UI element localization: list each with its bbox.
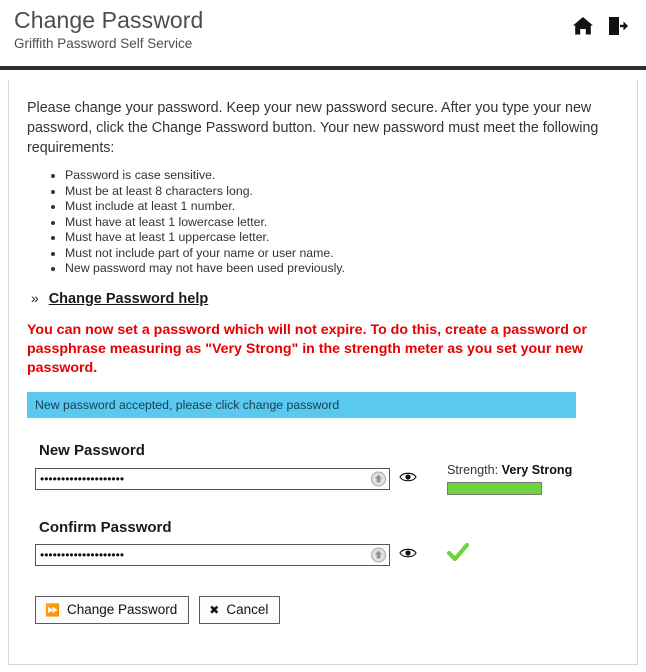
password-requirements-list	[43, 168, 621, 276]
page-title: Change Password	[14, 7, 204, 33]
expiry-warning-text: You can now set a password which will not expire. To do this, create a password or passphrase measuring as "Very Strong" in the strength meter as you set your new password.	[27, 321, 587, 376]
cancel-button[interactable]	[199, 596, 280, 624]
header-divider	[0, 66, 646, 70]
form-actions	[35, 596, 621, 624]
caps-lock-warning-icon	[371, 471, 386, 487]
header-icon-group	[572, 16, 628, 36]
help-row	[31, 290, 621, 307]
strength-label: Strength:	[447, 462, 499, 477]
list-item: • Password is case sensitive.	[65, 168, 621, 183]
status-banner: New password accepted, please click change password	[27, 392, 576, 418]
close-icon: ✖	[209, 602, 220, 617]
list-item: • New password may not have been used previously.	[65, 261, 621, 276]
new-password-block	[25, 442, 621, 495]
eye-icon[interactable]	[399, 546, 417, 564]
change-password-help-link[interactable]: Change Password help	[48, 290, 209, 307]
confirm-password-block	[25, 519, 621, 570]
chevron-right-icon: »	[31, 289, 39, 306]
logout-icon[interactable]	[608, 16, 628, 36]
new-password-input-wrap	[35, 468, 390, 490]
content-card	[8, 80, 638, 665]
confirm-password-input[interactable]	[35, 544, 390, 566]
confirm-password-row	[25, 540, 621, 570]
change-password-button[interactable]	[35, 596, 189, 624]
caps-lock-warning-icon	[371, 547, 386, 563]
strength-meter-fill	[448, 483, 541, 494]
new-password-row	[25, 463, 621, 495]
list-item: • Must have at least 1 lowercase letter.	[65, 215, 621, 230]
list-item: • Must not include part of your name or user name.	[65, 246, 621, 261]
new-password-input[interactable]	[35, 468, 390, 490]
confirm-password-label: Confirm Password	[39, 518, 172, 536]
home-icon[interactable]	[572, 16, 594, 36]
eye-icon[interactable]	[399, 470, 417, 488]
list-item: • Must have at least 1 uppercase letter.	[65, 230, 621, 245]
cancel-button-label: Cancel	[226, 601, 269, 617]
strength-meter	[447, 482, 542, 495]
new-password-label: New Password	[39, 441, 145, 459]
page-header	[0, 0, 646, 60]
list-item: • Must include at least 1 number.	[65, 199, 621, 214]
password-match-indicator	[447, 540, 612, 570]
strength-text	[447, 463, 612, 477]
intro-text: Please change your password. Keep your new password secure. After you type your new password, click the Change Password button. Your new password must meet the following requirements:	[27, 100, 599, 156]
strength-value: Very Strong	[501, 462, 573, 477]
double-arrow-icon: ⏩	[45, 602, 60, 617]
list-item: • Must be at least 8 characters long.	[65, 184, 621, 199]
change-password-button-label: Change Password	[66, 601, 178, 617]
strength-meter-block	[447, 463, 612, 495]
green-check-icon	[447, 542, 469, 567]
page-subtitle: Griffith Password Self Service	[14, 36, 193, 51]
confirm-password-input-wrap	[35, 544, 390, 566]
